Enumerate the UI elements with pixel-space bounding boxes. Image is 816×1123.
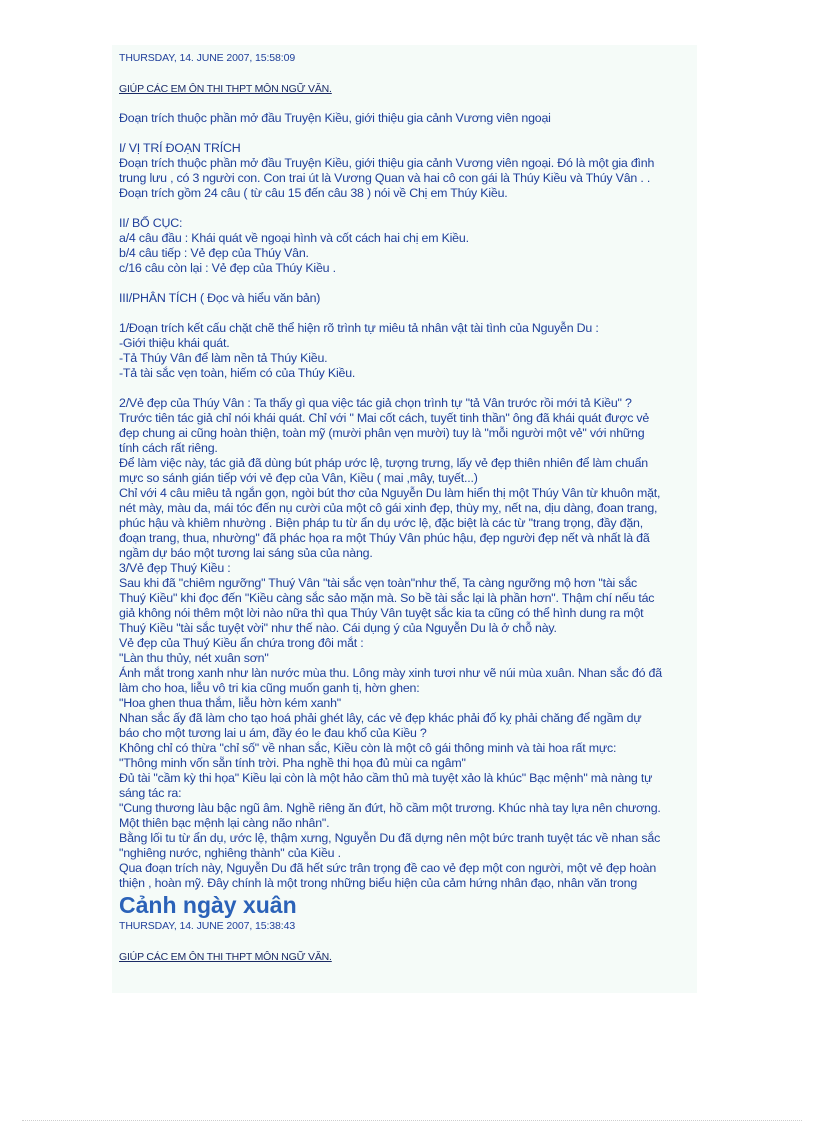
paragraph-line: Vẻ đẹp của Thuý Kiều ẩn chứa trong đôi mắt : [119, 636, 364, 650]
paragraph-line: Thuý Kiều "tài sắc tuyệt vời" như thế nào. Cái dụng ý của Nguyễn Du là ở chỗ này. [119, 621, 557, 635]
post-intro: Đoạn trích thuộc phần mở đầu Truyện Kiều, giới thiệu gia cảnh Vương viên ngoại [119, 111, 551, 125]
paragraph-line: phúc hậu và khiêm nhường . Biện pháp tu từ ẩn dụ ước lệ, đặc biệt là các từ "trang trọng, đầy đặn, [119, 516, 643, 530]
section-heading-structure: II/ BỐ CỤC: [119, 216, 183, 230]
paragraph-line: Bằng lối tu từ ẩn dụ, ước lệ, thậm xưng, Nguyễn Du đã dựng nên một bức tranh tuyệt tác về nhan sắc [119, 831, 661, 845]
blog-post-body [119, 51, 697, 964]
paragraph-line: Thuý Kiều" khi đọc đến "Kiều càng sắc sảo mặn mà. So bề tài sắc lại là phần hơn". Thậm chí nếu tác [119, 591, 655, 605]
paragraph-line: giả không nói thêm một lời nào nữa thì qua Thúy Vân tuyệt sắc kia ta cũng có thể hình dung ra một [119, 606, 644, 620]
paragraph-line: c/16 câu còn lại : Vẻ đẹp của Thúy Kiều . [119, 261, 336, 275]
paragraph-line: mực so sánh gián tiếp với vẻ đẹp của Vân, Kiều ( mai ,mây, tuyết...) [119, 471, 478, 485]
paragraph-line: ngầm dự báo một tương lai sáng sủa của nàng. [119, 546, 373, 560]
paragraph-line: đoạn trang, thua, nhường" đã phác họa ra một Thúy Vân phúc hậu, đẹp người đẹp nết và nhất là đã [119, 531, 650, 545]
paragraph-line: -Tả tài sắc vẹn toàn, hiếm có của Thúy Kiều. [119, 366, 356, 380]
paragraph-line: làm cho hoa, liễu vô tri kia cũng muốn ganh tị, hờn ghen: [119, 681, 420, 695]
paragraph-line: Nhan sắc ấy đã làm cho tạo hoá phải ghét lây, các vẻ đẹp khác phải đố kỵ phải chăng để ngầm dự [119, 711, 642, 725]
paragraph-line: -Giới thiệu khái quát. [119, 336, 230, 350]
poem-quote: "Làn thu thủy, nét xuân sơn" [119, 651, 269, 665]
paragraph-line: Chỉ với 4 câu miêu tả ngắn gọn, ngòi bút thơ của Nguyễn Du làm hiển thị một Thúy Vân từ khuôn mặt, [119, 486, 661, 500]
paragraph-line: Ánh mắt trong xanh như làn nước mùa thu. Lông mày xinh tươi như vẽ núi mùa xuân. Nhan sắc đó đã [119, 666, 662, 680]
poem-quote: "Cung thương làu bậc ngũ âm. Nghề riêng ăn đứt, hồ cầm một trương. Khúc nhà tay lựa nên chương. [119, 801, 661, 815]
paragraph-line: 2/Vẻ đẹp của Thúy Vân : Ta thấy gì qua việc tác giả chọn trình tự "tả Vân trước rồi mới tả Kiều" ? [119, 396, 632, 410]
post-title[interactable]: Cảnh ngày xuân [119, 892, 297, 918]
paragraph-line: "nghiêng nước, nghiêng thành" của Kiều . [119, 846, 341, 860]
paragraph-line: Trước tiên tác giả chỉ nói khái quát. Chỉ với " Mai cốt cách, tuyết tinh thần" ông đã khái quát được vẻ [119, 411, 650, 425]
paragraph-line: Để làm việc này, tác giả đã dùng bút pháp ước lệ, tượng trưng, lấy vẻ đẹp thiên nhiên để làm chuẩn [119, 456, 648, 470]
section-heading-position: I/ VỊ TRÍ ĐOẠN TRÍCH [119, 141, 241, 155]
paragraph-line: b/4 câu tiếp : Vẻ đẹp của Thúy Vân. [119, 246, 309, 260]
poem-quote: "Hoa ghen thua thắm, liễu hờn kém xanh" [119, 696, 341, 710]
page-divider [22, 1120, 802, 1121]
paragraph-line: 1/Đoạn trích kết cấu chặt chẽ thể hiện rõ trình tự miêu tả nhân vật tài tình của Nguyễn Du : [119, 321, 599, 335]
paragraph-line: a/4 câu đầu : Khái quát về ngoại hình và cốt cách hai chị em Kiều. [119, 231, 469, 245]
paragraph-line: Sau khi đã "chiêm ngưỡng" Thuý Vân "tài sắc vẹn toàn"như thế, Ta càng ngưỡng mộ hơn "tài sắc [119, 576, 638, 590]
paragraph-line: báo cho một tương lai u ám, đầy éo le đau khổ của Kiều ? [119, 726, 427, 740]
post-date: THURSDAY, 14. JUNE 2007, 15:38:43 [119, 920, 296, 932]
post-category-link[interactable]: GIÚP CÁC EM ÔN THI THPT MÔN NGỮ VĂN. [119, 83, 332, 95]
paragraph-line: đẹp chung ai cũng hoàn thiện, toàn mỹ (mười phân vẹn mười) tuy là "mỗi người một vẻ" với những [119, 426, 645, 440]
paragraph-line: Đủ tài "cầm kỳ thi họa" Kiều lại còn là một hảo cầm thủ mà tuyệt xảo là khúc" Bạc mệnh" mà nàng tự [119, 771, 653, 785]
paragraph-line: tính cách rất riêng. [119, 441, 218, 455]
paragraph-line: -Tả Thúy Vân để làm nền tả Thúy Kiều. [119, 351, 328, 365]
paragraph-line: Qua đoạn trích này, Nguyễn Du đã hết sức trân trọng đề cao vẻ đẹp một con người, một vẻ đẹp hoàn [119, 861, 657, 875]
poem-quote: Một thiên bạc mệnh lại càng não nhân". [119, 816, 330, 830]
paragraph-line: sáng tác ra: [119, 786, 182, 800]
paragraph-line: nét mày, màu da, mái tóc đến nụ cười của một cô gái xinh đẹp, thùy mỵ, nết na, dịu dàng, đoan trang, [119, 501, 658, 515]
paragraph-line: Đoạn trích thuộc phần mở đầu Truyện Kiều, giới thiệu gia cảnh Vương viên ngoại. Đó là một gia đình [119, 156, 655, 170]
post-date: THURSDAY, 14. JUNE 2007, 15:58:09 [119, 52, 296, 64]
section-heading-analysis: III/PHÂN TÍCH ( Đọc và hiểu văn bản) [119, 291, 321, 305]
post-category-link[interactable]: GIÚP CÁC EM ÔN THI THPT MÔN NGỮ VĂN. [119, 951, 332, 963]
poem-quote: "Thông minh vốn sẵn tính trời. Pha nghề thi họa đủ mùi ca ngâm" [119, 756, 466, 770]
paragraph-line: Không chỉ có thừa "chỉ số" về nhan sắc, Kiều còn là một cô gái thông minh và tài hoa rất mực: [119, 741, 617, 755]
blog-content-panel [112, 45, 697, 993]
paragraph-line: trung lưu , có 3 người con. Con trai út là Vương Quan và hai cô con gái là Thúy Kiều và Thúy Vân . . [119, 171, 651, 185]
paragraph-line: 3/Vẻ đẹp Thuý Kiều : [119, 561, 231, 575]
paragraph-line: Đoạn trích gồm 24 câu ( từ câu 15 đến câu 38 ) nói về Chị em Thúy Kiều. [119, 186, 508, 200]
paragraph-line: thiện , hoàn mỹ. Đây chính là một trong những biểu hiện của cảm hứng nhân đạo, nhân văn trong [119, 876, 638, 890]
